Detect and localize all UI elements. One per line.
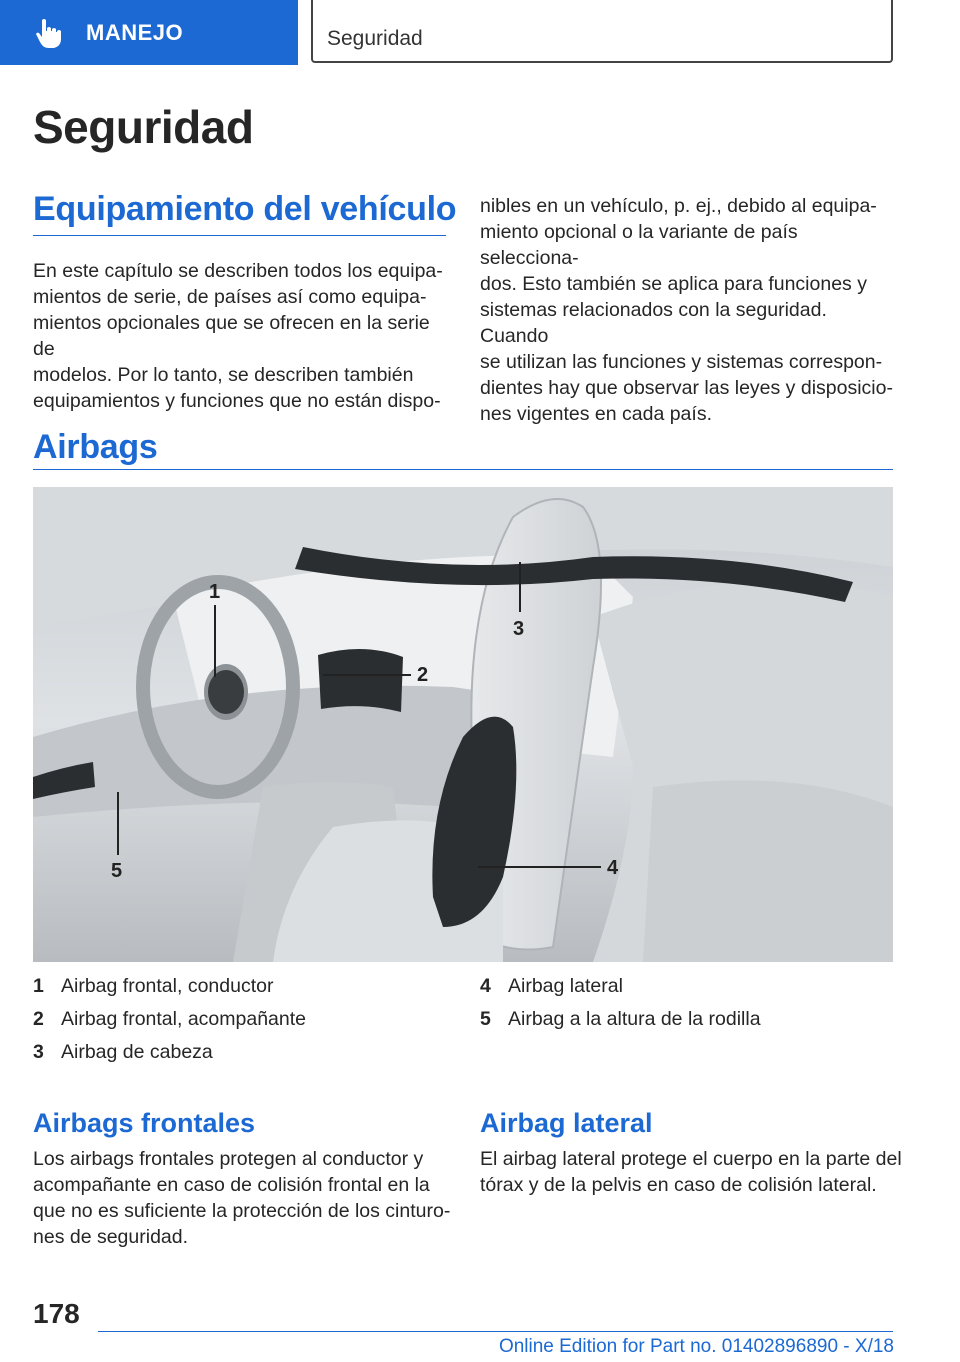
subsection-title-lateral: Airbag lateral xyxy=(480,1108,653,1138)
text-line: dos. Esto también se aplica para funciones y xyxy=(480,273,867,295)
subsection-title-frontales: Airbags frontales xyxy=(33,1108,256,1138)
page-title: Seguridad xyxy=(33,101,254,153)
text-line: miento opcional o la variante de país selecciona- xyxy=(480,221,798,269)
legend-text: Airbag frontal, conductor xyxy=(61,975,274,997)
text-line: nes vigentes en cada país. xyxy=(480,403,712,425)
text-line: que no es suficiente la protección de los cinturo- xyxy=(33,1200,451,1222)
legend-number: 5 xyxy=(480,1008,491,1030)
steering-hand-icon xyxy=(32,16,66,50)
text-line: nes de seguridad. xyxy=(33,1226,189,1248)
text-line: nibles en un vehículo, p. ej., debido al equipa- xyxy=(480,195,877,217)
frontales-text xyxy=(33,1146,463,1250)
callout-1: 1 xyxy=(209,581,221,603)
legend-row xyxy=(480,970,761,1003)
callout-2: 2 xyxy=(417,664,429,686)
chapter-tab-label: MANEJO xyxy=(86,19,184,45)
equipamiento-col2 xyxy=(480,193,900,427)
legend-left xyxy=(33,970,306,1069)
section-title-airbags: Airbags xyxy=(33,428,158,466)
passenger-airbag-area xyxy=(318,649,403,712)
lateral-text xyxy=(480,1146,910,1198)
section-header xyxy=(311,0,893,63)
callout-5: 5 xyxy=(111,860,123,882)
page-number: 178 xyxy=(33,1298,80,1329)
legend-row xyxy=(33,1036,306,1069)
legend-text: Airbag lateral xyxy=(508,975,623,997)
text-line: mientos de serie, de países así como equipa- xyxy=(33,286,427,308)
text-line: tórax y de la pelvis en caso de colisión lateral. xyxy=(480,1174,877,1196)
equipamiento-col1 xyxy=(33,258,453,414)
legend-right xyxy=(480,970,761,1036)
legend-number: 3 xyxy=(33,1041,44,1063)
legend-row xyxy=(33,970,306,1003)
callout-3: 3 xyxy=(513,618,525,640)
text-line: El airbag lateral protege el cuerpo en la parte del xyxy=(480,1148,902,1170)
text-line: Los airbags frontales protegen al conductor y xyxy=(33,1148,424,1170)
text-line: En este capítulo se describen todos los equipa- xyxy=(33,260,443,282)
text-line: se utilizan las funciones y sistemas correspon- xyxy=(480,351,883,373)
legend-text: Airbag frontal, acompañante xyxy=(61,1008,306,1030)
text-line: equipamientos y funciones que no están dispo- xyxy=(33,390,441,412)
section-rule xyxy=(33,235,446,236)
section-header-label: Seguridad xyxy=(327,27,423,50)
legend-number: 2 xyxy=(33,1008,44,1030)
text-line: acompañante en caso de colisión frontal en la xyxy=(33,1174,430,1196)
text-line: dientes hay que observar las leyes y disposicio- xyxy=(480,377,893,399)
text-line: sistemas relacionados con la seguridad. Cuando xyxy=(480,299,827,347)
text-line: mientos opcionales que se ofrecen en la serie de xyxy=(33,312,430,360)
section-title-equipamiento: Equipamiento del vehículo xyxy=(33,190,457,228)
airbag-locations-figure xyxy=(33,487,893,962)
legend-text: Airbag de cabeza xyxy=(61,1041,213,1063)
legend-number: 1 xyxy=(33,975,44,997)
section-rule xyxy=(33,469,893,470)
callout-4: 4 xyxy=(607,857,619,879)
text-line: modelos. Por lo tanto, se describen también xyxy=(33,364,414,386)
footer-rule xyxy=(98,1331,893,1332)
legend-number: 4 xyxy=(480,975,491,997)
chapter-tab[interactable] xyxy=(0,0,298,65)
legend-row xyxy=(33,1003,306,1036)
legend-row xyxy=(480,1003,761,1036)
legend-text: Airbag a la altura de la rodilla xyxy=(508,1008,761,1030)
edition-link[interactable]: Online Edition for Part no. 01402896890 - X/18 xyxy=(498,1336,894,1357)
